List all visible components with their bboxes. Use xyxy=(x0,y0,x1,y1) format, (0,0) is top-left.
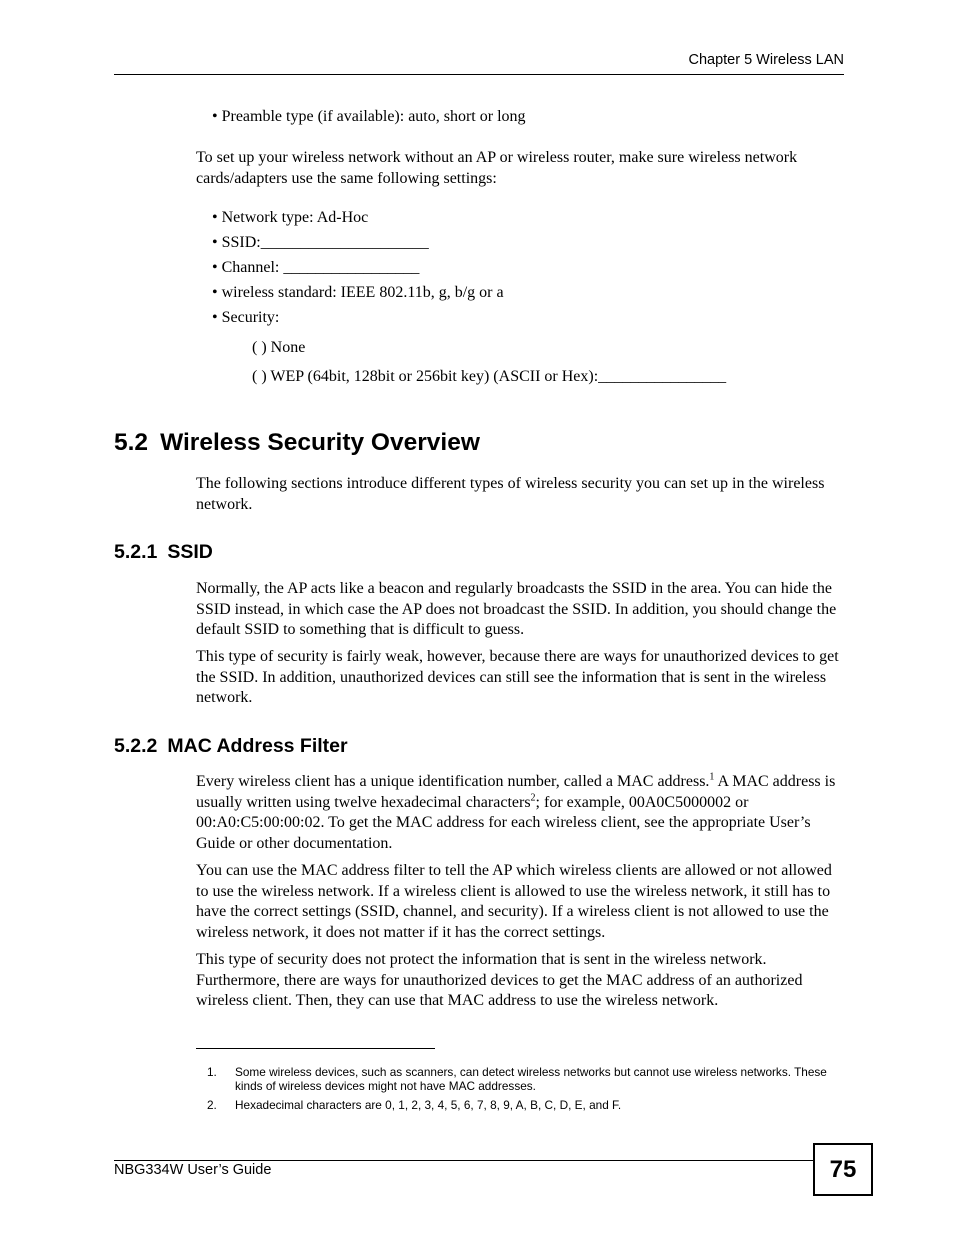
footnote-1-text: Some wireless devices, such as scanners, can detect wireless networks but cannot use wireless networks. These kinds of wireless devices might not have MAC addresses. xyxy=(235,1065,827,1093)
footnote-2-text: Hexadecimal characters are 0, 1, 2, 3, 4, 5, 6, 7, 8, 9, A, B, C, D, E, and F. xyxy=(235,1098,622,1112)
mac-p1-text-a: Every wireless client has a unique identification number, called a MAC address. xyxy=(196,773,710,790)
section-number: 5.2 xyxy=(114,429,149,456)
mac-paragraph-3: This type of security does not protect the information that is sent in the wireless network. Furthermore, there are ways for unauthorized devices to get the MAC address of an authorized wireless client. Then, they can use that MAC address to use the wireless network. xyxy=(196,951,803,1009)
footer-guide-title: NBG334W User’s Guide xyxy=(114,1162,272,1178)
mac-paragraph-2: You can use the MAC address filter to tell the AP which wireless clients are allowed or not allowed to use the wireless network. If a wireless client is allowed to use the wireless network, it still has to have the correct settings (SSID, channel, and security). If a wireless client is not allowed to use the wireless network, it does not matter if it has the correct settings. xyxy=(196,862,832,941)
footnote-rule xyxy=(196,1048,435,1049)
bullet-security: • Security: xyxy=(212,309,280,326)
ssid-heading xyxy=(114,541,213,564)
section-title: Wireless Security Overview xyxy=(160,429,480,456)
footnote-1 xyxy=(196,1066,836,1093)
footnote-2-number: 2. xyxy=(207,1098,217,1112)
mac-heading xyxy=(114,735,348,758)
mac-paragraph-1 xyxy=(196,772,842,854)
security-option-wep: ( ) WEP (64bit, 128bit or 256bit key) (ASCII or Hex):________________ xyxy=(252,368,727,385)
ssid-number: 5.2.1 xyxy=(114,541,158,563)
running-header: Chapter 5 Wireless LAN xyxy=(688,52,844,68)
ssid-paragraph-1: Normally, the AP acts like a beacon and regularly broadcasts the SSID in the area. You can hide the SSID instead, in which case the AP does not broadcast the SSID. In addition, you should change the default SSID to something that is difficult to guess. xyxy=(196,580,837,638)
bullet-network-type: • Network type: Ad-Hoc xyxy=(212,209,369,226)
ssid-paragraph-2: This type of security is fairly weak, however, because there are ways for unauthorized devices to get the SSID. In addition, unauthorized devices can still see the information that is sent in the wireless network. xyxy=(196,648,839,706)
security-option-none: ( ) None xyxy=(252,339,306,356)
mac-number: 5.2.2 xyxy=(114,735,158,757)
mac-title: MAC Address Filter xyxy=(167,735,348,757)
footer-rule xyxy=(114,1160,814,1161)
footnote-ref-2: 2 xyxy=(530,792,536,804)
section-heading xyxy=(114,429,480,457)
footnote-ref-1: 1 xyxy=(709,771,715,783)
header-rule xyxy=(114,74,844,75)
section-intro: The following sections introduce different types of wireless security you can set up in the wireless network. xyxy=(196,475,825,513)
mac-p1-text-c: ; for example, 00A0C5000002 or 00:A0:C5:00:00:02. To get the MAC address for each wireless client, see the appropriate User’s Guide or other documentation. xyxy=(196,793,811,852)
page-number: 75 xyxy=(813,1143,873,1196)
ssid-title: SSID xyxy=(167,541,213,563)
bullet-preamble: • Preamble type (if available): auto, short or long xyxy=(212,108,526,125)
bullet-wireless-standard: • wireless standard: IEEE 802.11b, g, b/g or a xyxy=(212,284,504,301)
footnote-1-number: 1. xyxy=(207,1065,217,1079)
footnote-2 xyxy=(196,1099,836,1113)
mac-p1-text-b: A MAC address is usually written using twelve hexadecimal characters xyxy=(196,773,836,811)
bullet-ssid: • SSID:_____________________ xyxy=(212,234,429,251)
adhoc-paragraph: To set up your wireless network without an AP or wireless router, make sure wireless network cards/adapters use the same following settings: xyxy=(196,149,798,187)
bullet-channel: • Channel: _________________ xyxy=(212,259,420,276)
